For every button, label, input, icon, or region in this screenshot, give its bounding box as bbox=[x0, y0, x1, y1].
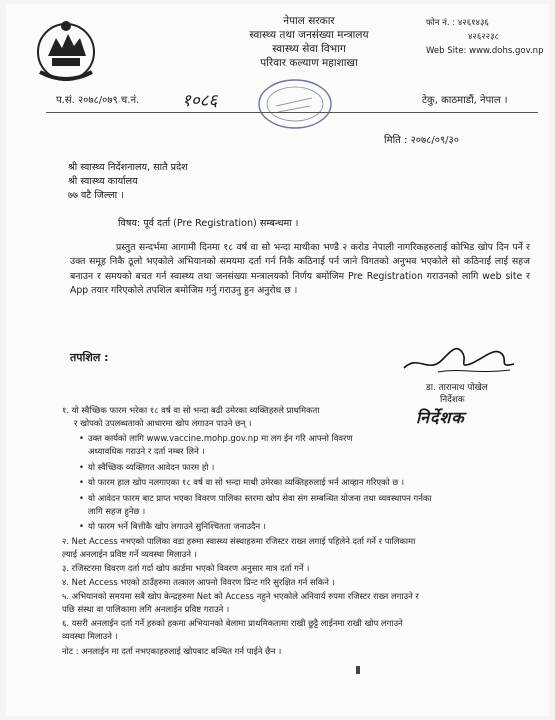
header-office-name bbox=[214, 14, 404, 70]
item-6-line-a: ६. यसरी अनलाईन दर्ता गर्ने हरुको हकमा अभियानको बेलामा प्राथमिकतामा राखी छुट्टै लाईनमा राखी खोप लगाउने bbox=[62, 618, 403, 628]
signatory-stamp-text: निर्देशक bbox=[416, 408, 465, 427]
item-3: ३. रजिस्टरमा विवरण दर्ता गर्दा खोप कार्डमा भएको विवरण अनुसार मात्र दर्ता गर्ने । bbox=[62, 563, 310, 573]
signatory-name: डा. तारानाथ पोखेल bbox=[426, 383, 488, 393]
item-5-line-b: पछि संस्था वा पालिकामा लगि अनलाईन प्रविष्ट गराउने । bbox=[62, 604, 230, 614]
header-line-3: स्वास्थ्य सेवा विभाग bbox=[272, 43, 346, 55]
item-2-line-a: २. Net Access नभएको पालिका वडा हरुमा स्वास्थ्य संस्थाहरुमा रजिस्टर राख्न लगाई पहिलेने दर्ता गर्ने र पालिकामा bbox=[62, 536, 416, 546]
item-1-line-b: र खोपको उपलब्धताको आधारमा खोप लगाउन पाउने छन् । bbox=[74, 418, 252, 428]
header-line-1: नेपाल सरकार bbox=[283, 15, 335, 27]
subject-line: विषय: पूर्व दर्ता (Pre Registration) सम्बन्धमा । bbox=[118, 218, 299, 229]
item-2-line-b: ल्याई अनलाईन प्रविष्ट गर्ने व्यवस्था मिलाउने । bbox=[62, 549, 197, 559]
phone-label: फोन नं. : bbox=[426, 18, 456, 28]
signature-icon bbox=[398, 334, 520, 380]
bullet-4-line-b: लागि सहज हुनेछ । bbox=[88, 506, 146, 516]
website: Web Site: www.dohs.gov.np bbox=[426, 46, 544, 56]
item-1-line-a: १. यो स्वैच्छिक फारम भरेका १८ वर्ष वा सो भन्दा बढी उमेरका व्यक्तिहरुले प्राथमिकता bbox=[62, 405, 320, 415]
item-5-line-a: ५. अभियानको समयमा सबै खोप केन्द्रहरुमा Net को Access नहुने भएकोले अनिवार्य रुपमा रजिस्टर राख्न लगाउने र bbox=[62, 591, 419, 601]
header-line-2: स्वास्थ्य तथा जनसंख्या मन्त्रालय bbox=[249, 29, 369, 41]
bullet-5: • यो फारम भर्ने बित्तीकै खोप लगाउने सुनिश्चितता जनाउदैन । bbox=[88, 520, 526, 533]
note-line: नोट : अनलाईन मा दर्ता नभएकाहरुलाई खोपबाट बञ्चित गर्न पाईने छैन । bbox=[62, 646, 282, 656]
item-4: ४. Net Access भएको ठाउँहरुमा तत्काल आफ्नो विवरण प्रिन्ट गरि सुरक्षित गर्न सकिने । bbox=[62, 577, 335, 587]
phone-2: ४२६२२३८ bbox=[468, 32, 499, 42]
office-stamp-icon bbox=[254, 76, 336, 132]
body-paragraph: प्रस्तुत सन्दर्भमा आगामी दिनमा १८ वर्ष वा सो भन्दा माथीका भण्डै २ करोड नेपाली नागरिकहरुलाई कोभिड खोप दिन पर्ने र उक्त समूह निकै ठूलो भएकोले अभियानको समयमा दर्ता गर्न निकै कठिनाई पर्न जाने विगतको अनुभव भएकोले सो कठिनाई लाई सहज बनाउन र समयको बचत गर्न स्वास्थ्य तथा जनसंख्या मन्त्रालयको निर्णय बमोजिम Pre Registration गराउनको लागि web site र App तयार गरिएकोले तपशिल बमोजिम गर्नु गराउनु हुन अनुरोध छ । bbox=[70, 242, 530, 296]
bullet-4-line-a: • यो आवेदन फारम बाट प्राप्त भएका विवरण पालिका स्तरमा खोप सेवा संग सम्बन्धित योजना तथा व्यवस्थापन गर्नका bbox=[88, 492, 526, 505]
item-6-line-b: व्यवस्था मिलाउने । bbox=[62, 631, 118, 641]
header-line-4: परिवार कल्याण महाशाखा bbox=[260, 57, 358, 69]
signatory-title: निर्देशक bbox=[440, 395, 465, 405]
letter-date: मिति : २०७८/०९/३० bbox=[384, 135, 459, 146]
office-location: टेकु, काठमाडौं, नेपाल । bbox=[422, 95, 508, 106]
nepal-emblem-icon bbox=[32, 16, 100, 84]
letter-page bbox=[6, 4, 549, 716]
header-contact bbox=[426, 16, 543, 58]
bullet-1-line-b: अध्यावधिक गराउने र दर्ता नम्बर लिने । bbox=[88, 446, 205, 456]
tapashil-heading: तपशिल : bbox=[70, 351, 109, 364]
header-divider bbox=[46, 112, 538, 113]
reference-label: प.सं. २०७८/०७९ च.नं. bbox=[56, 95, 140, 106]
addressee-line-2: श्री स्वास्थ्य कार्यालय bbox=[68, 176, 138, 187]
bullet-1-line-a: • उक्त कार्यको लागि www.vaccine.mohp.gov.np मा लग ईन गरि आफ्नो विवरण bbox=[88, 432, 526, 445]
ink-mark bbox=[356, 666, 360, 674]
reference-number: १०८६ bbox=[182, 91, 218, 111]
addressee-line-1: श्री स्वास्थ्य निर्देशनालय, सातै प्रदेश bbox=[68, 162, 188, 173]
signatory-block bbox=[426, 382, 488, 406]
addressee-line-3: ७७ वटै जिल्ला । bbox=[68, 190, 124, 201]
bullet-2: • यो स्वैच्छिक व्यक्तिगत आवेदन फारम हो । bbox=[88, 461, 526, 474]
phone-1: ४२६१४३६ bbox=[457, 18, 489, 28]
bullet-3: • यो फारम हाल खोप नलगाएका १८ वर्ष वा सो भन्दा माथी उमेरका व्यक्तिहरुलाई भर्न आव्हान गरिएको छ । bbox=[88, 476, 526, 489]
